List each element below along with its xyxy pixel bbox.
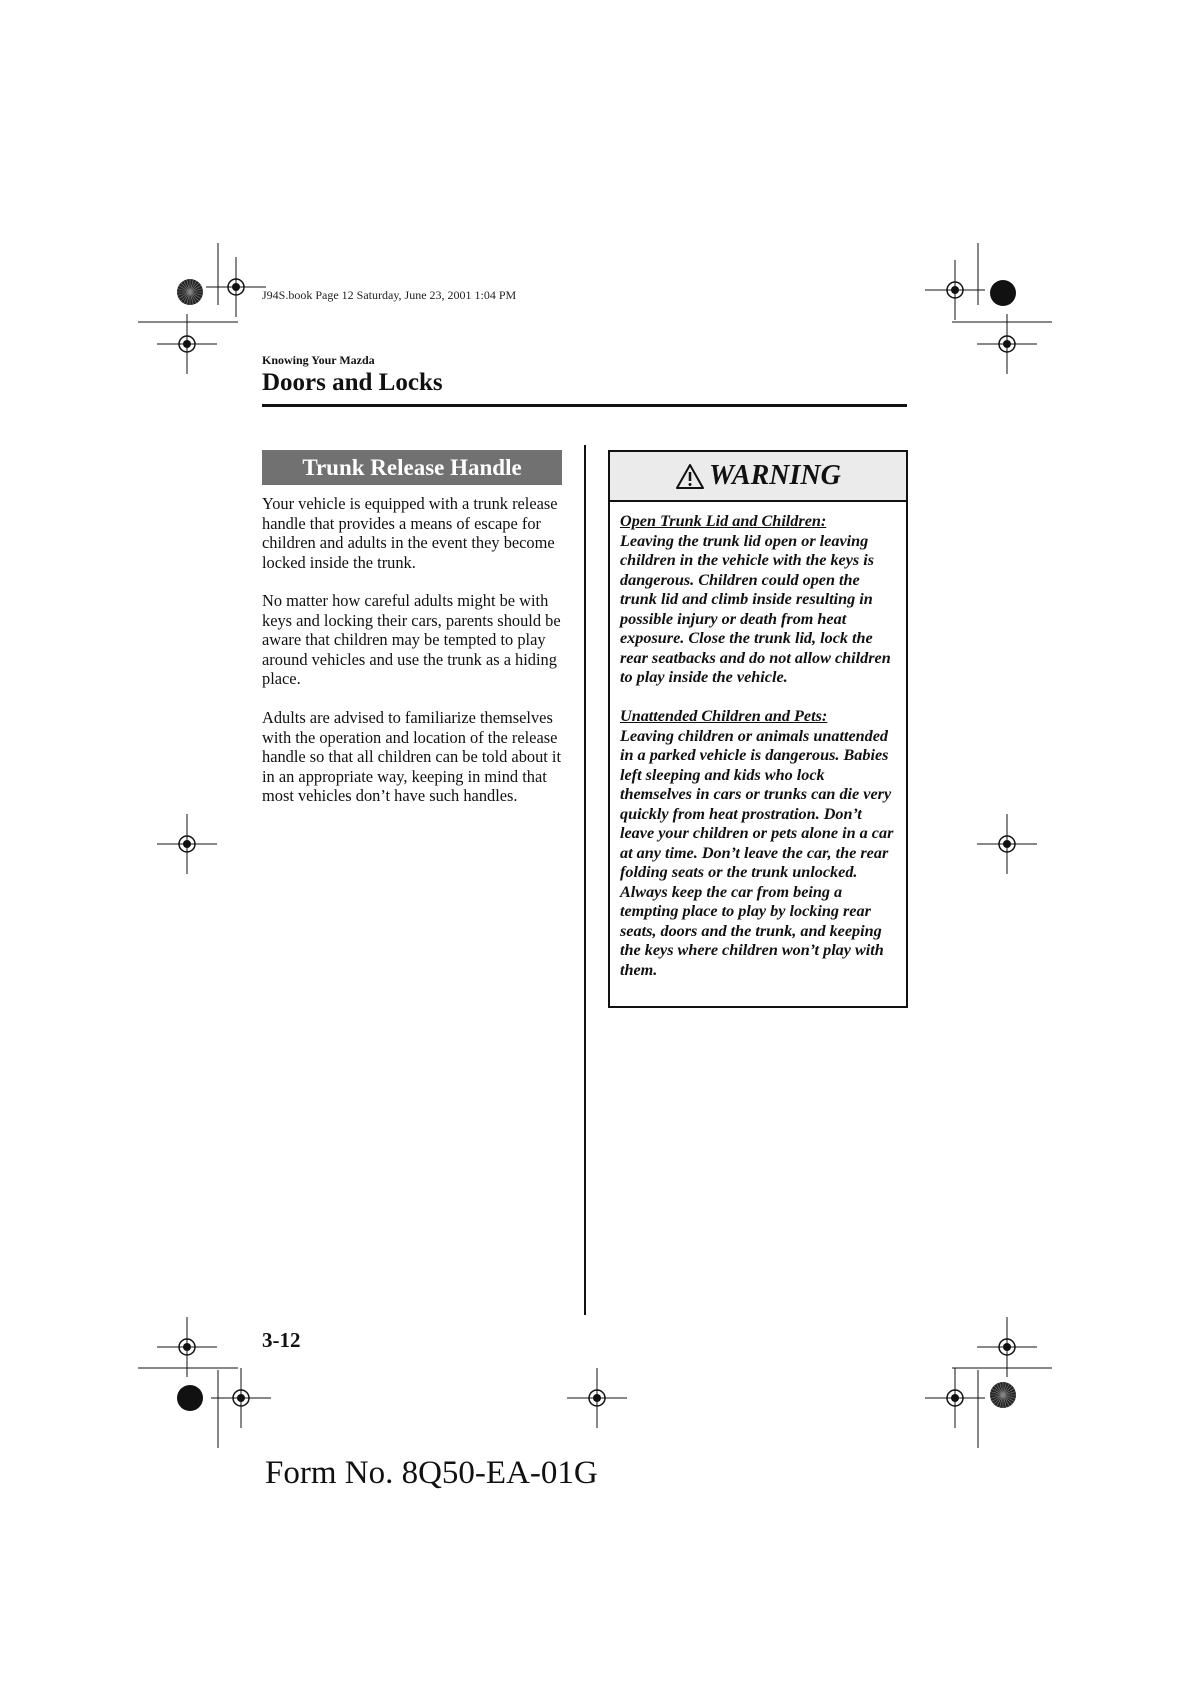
column-divider bbox=[584, 445, 586, 1315]
registration-target-center bbox=[237, 1394, 245, 1402]
registration-target-center bbox=[183, 340, 191, 348]
registration-target-center bbox=[183, 1343, 191, 1351]
registration-target-center bbox=[951, 1394, 959, 1402]
registration-target-center bbox=[232, 283, 240, 291]
warning-item bbox=[620, 707, 896, 980]
warning-item-text: Leaving children or animals unattended in a parked vehicle is dangerous. Babies left sleeping and kids who lock themselves in cars or trunks can die very quickly from heat prostration. Don’t leave your children or pets alone in a car at any time. Don’t leave the car, the rear folding seats or the trunk unlocked. Always keep the car from being a tempting place to play by locking rear seats, doors and the trunk, and keeping the keys where children won’t play with them. bbox=[620, 726, 894, 979]
warning-title: WARNING bbox=[709, 460, 841, 491]
registration-dot bbox=[990, 280, 1016, 306]
print-slug: J94S.book Page 12 Saturday, June 23, 2001 1:04 PM bbox=[262, 288, 517, 302]
form-number: Form No. 8Q50-EA-01G bbox=[265, 1455, 598, 1491]
registration-target-center bbox=[1003, 340, 1011, 348]
header-rule bbox=[262, 404, 907, 407]
registration-target-center bbox=[1003, 1343, 1011, 1351]
warning-item-heading: Unattended Children and Pets: bbox=[620, 707, 828, 725]
chapter-title: Doors and Locks bbox=[262, 369, 443, 396]
subsection-title bbox=[262, 450, 562, 485]
registration-target-center bbox=[183, 840, 191, 848]
subsection-title-text: Trunk Release Handle bbox=[302, 454, 522, 480]
registration-target-center bbox=[951, 286, 959, 294]
warning-body bbox=[610, 502, 906, 980]
paragraph-3: Adults are advised to familiarize themselves with the operation and location of the release handle so that all children can be told about it in an appropriate way, keeping in mind that most vehicles don’t have such handles. bbox=[262, 708, 562, 805]
warning-item-heading: Open Trunk Lid and Children: bbox=[620, 512, 827, 530]
registration-dot bbox=[177, 1385, 203, 1411]
section-label: Knowing Your Mazda bbox=[262, 353, 375, 367]
paragraph-1: Your vehicle is equipped with a trunk release handle that provides a means of escape for children and adults in the event they become locked inside the trunk. bbox=[262, 494, 558, 572]
registration-target-center bbox=[593, 1394, 601, 1402]
registration-target-center bbox=[1003, 840, 1011, 848]
warning-item bbox=[620, 512, 896, 688]
warning-item-text: Leaving the trunk lid open or leaving children in the vehicle with the keys is dangerous. Children could open the trunk lid and climb inside resulting in possible injury or death from heat exposure. Close the trunk lid, lock the rear seatbacks and do not allow children to play inside the vehicle. bbox=[620, 531, 891, 686]
paragraph-2: No matter how careful adults might be with keys and locking their cars, parents should be aware that children may be tempted to play around vehicles and use the trunk as a hiding place. bbox=[262, 591, 561, 688]
warning-header bbox=[610, 452, 906, 502]
page-number: 3-12 bbox=[262, 1328, 301, 1352]
warning-triangle-icon bbox=[675, 463, 705, 490]
warning-box bbox=[608, 450, 908, 1008]
